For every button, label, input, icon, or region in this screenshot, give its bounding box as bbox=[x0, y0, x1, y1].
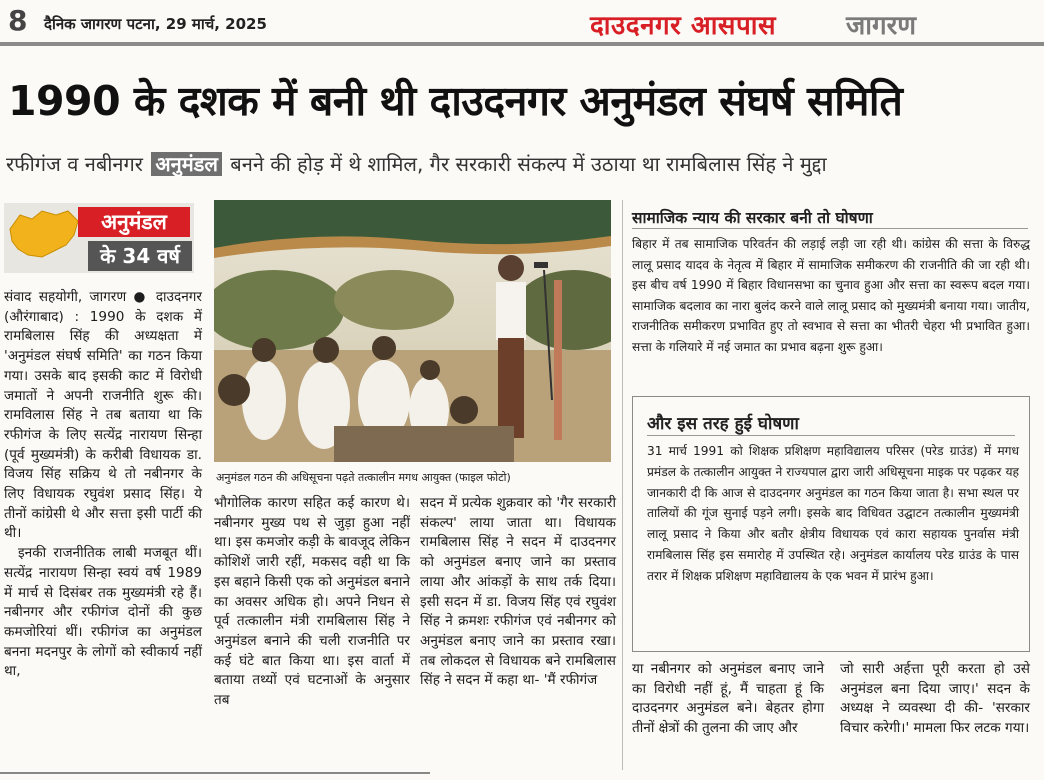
paragraph: या नबीनगर को अनुमंडल बनाए जाने का विरोधी नहीं हूं, मैं चाहता हूं कि दाउदनगर अनुमंडल बने। बेहतर होगा तीनों क्षेत्रों की तुलना की जाए और bbox=[632, 661, 824, 737]
page-number: 8 bbox=[8, 4, 28, 37]
side-article-title: सामाजिक न्याय की सरकार बनी तो घोषणा bbox=[632, 209, 873, 227]
side-article-body: बिहार में तब सामाजिक परिवर्तन की लड़ाई लड़ी जा रही थी। कांग्रेस की सत्ता के विरुद्ध लालू प्रसाद यादव के नेतृत्व में बिहार में सामाजिक समीकरण की राजनीति की जा रही थी। इस बीच वर्ष 1990 में बिहार विधानसभा का चुनाव हुआ और सत्ता का स्वरूप बदल गया। सामाजिक बदलाव का नारा बुलंद करने वाले लालू प्रसाद को मुख्यमंत्री बनाया गया। जातीय, राजनीतिक समीकरण प्रभावित हुए तो स्वभाव से सत्ता का भीतरी चेहरा भी प्रभावित हुआ। सत्ता के गलियारे में नई जमात का प्रभाव बढ़ना शुरू हुआ। bbox=[632, 237, 1030, 354]
subheadline bbox=[6, 150, 1042, 177]
badge-line1: अनुमंडल bbox=[78, 207, 190, 237]
article-column-5 bbox=[840, 660, 1030, 739]
photo-caption: अनुमंडल गठन की अधिसूचना पढ़ते तत्कालीन मगध आयुक्त (फाइल फोटो) bbox=[216, 471, 511, 484]
headline: 1990 के दशक में बनी थी दाउदनगर अनुमंडल संघर्ष समिति bbox=[8, 77, 903, 125]
header-rule bbox=[0, 42, 1044, 46]
article-column-2 bbox=[214, 494, 410, 711]
news-photo bbox=[214, 200, 611, 462]
subhead-post: बनने की होड़ में थे शामिल, गैर सरकारी संकल्प में उठाया था रामबिलास सिंह ने मुद्दा bbox=[230, 152, 827, 176]
article-column-3 bbox=[420, 494, 616, 691]
bottom-rule bbox=[0, 772, 430, 774]
paragraph: संवाद सहयोगी, जागरण ● दाउदनगर (औरंगाबाद) : 1990 के दशक में रामबिलास सिंह की अध्यक्षता में 'अनुमंडल संघर्ष समिति' का गठन किया गया। उसके बाद इसकी काट में विरोधी जमातों ने अपनी राजनीति शुरू की। रामविलास सिंह ने तब बताया था कि रफीगंज के लिए सत्येंद्र नारायण सिन्हा (पूर्व मुख्यमंत्री) के करीबी विधायक डा. विजय सिंह सक्रिय थे तो नबीनगर के लिए विधायक रघुवंश प्रसाद सिंह। ये तीनों कांग्रेसी थे और सत्ता इसी पार्टी की थी। bbox=[4, 289, 202, 542]
divider bbox=[647, 435, 1015, 436]
bihar-map-icon bbox=[6, 205, 82, 265]
info-box-title: और इस तरह हुई घोषणा bbox=[647, 414, 799, 434]
info-box-body: 31 मार्च 1991 को शिक्षक प्रशिक्षण महाविद्यालय परिसर (परेड ग्राउंड) में मगध प्रमंडल के तत्कालीन आयुक्त ने राज्यपाल द्वारा जारी अधिसूचना माइक पर पढ़कर यह जानकारी दी कि आज से दाउदनगर अनुमंडल का गठन किया जाता है। सभा स्थल पर तालियों की गूंज सुनाई पड़ने लगी। इसके बाद विधिवत उद्घाटन तत्कालीन मुख्यमंत्री लालू प्रसाद ने किया और बतौर क्षेत्रीय विधायक एवं कारा सहायक पुनर्वास मंत्री रामबिलास सिंह इस समारोह में उपस्थित रहे। अनुमंडल कार्यालय परेड ग्राउंड के पास तरार में शिक्षक प्रशिक्षण महाविद्यालय के एक भवन में प्रारंभ हुआ। bbox=[647, 444, 1019, 583]
series-badge bbox=[4, 203, 194, 273]
paragraph: जो सारी अर्हत्ता पूरी करता हो उसे अनुमंडल बना दिया जाए।' सदन के अध्यक्ष ने व्यवस्था दी की- 'सरकार विचार करेगी।' मामला फिर लटक गया। bbox=[840, 661, 1030, 737]
brand-logo-text: जागरण bbox=[846, 11, 917, 41]
article-column-4 bbox=[632, 660, 824, 739]
paper-dateline: दैनिक जागरण पटना, 29 मार्च, 2025 bbox=[44, 15, 267, 33]
info-box bbox=[632, 396, 1030, 652]
article-column-1 bbox=[4, 288, 202, 682]
divider bbox=[632, 228, 1028, 229]
photo-illustration bbox=[214, 200, 611, 462]
column-separator bbox=[622, 200, 623, 770]
paragraph: इनकी राजनीतिक लाबी मजबूत थीं। सत्येंद्र नारायण सिन्हा स्वयं वर्ष 1989 में मार्च से दिसंबर तक मुख्यमंत्री रहे हैं। नबीनगर और रफीगंज दोनों की कुछ कमजोरियां थीं। रफीगंज का अनुमंडल बनना मदनपुर के लोगों को स्वीकार्य नहीं था, bbox=[4, 545, 202, 680]
section-title: दाउदनगर आसपास bbox=[590, 11, 777, 41]
paragraph: भौगोलिक कारण सहित कई कारण थे। नबीनगर मुख्य पथ से जुड़ा हुआ नहीं था। इस कमजोर कड़ी के बावजूद लेकिन कोशिशें जारी रहीं, मकसद वही था कि इस बहाने किसी एक को अनुमंडल बनाने का अवसर अधिक हो। अपने निधन से पूर्व तत्कालीन मंत्री रामबिलास सिंह ने अनुमंडल बनाने की चली राजनीति पर कई घंटे बात किया था। इस वार्ता में बताया तथ्यों एवं घटनाओं के अनुसार तब bbox=[214, 495, 410, 709]
badge-line2: के 34 वर्ष bbox=[88, 241, 192, 271]
page-header bbox=[0, 0, 1044, 46]
paragraph: सदन में प्रत्येक शुक्रवार को 'गैर सरकारी संकल्प' लाया जाता था। विधायक रामबिलास सिंह ने सदन में दाउदनगर को अनुमंडल बनाए जाने का प्रस्ताव लाया और आंकड़ों के साथ तर्क दिया। इसी सदन में डा. विजय सिंह एवं रघुवंश सिंह ने क्रमशः रफीगंज एवं नबीनगर को अनुमंडल बनाए जाने का प्रस्ताव रखा। तब लोकदल से विधायक बने रामबिलास सिंह ने सदन में कहा था- 'मैं रफीगंज bbox=[420, 495, 616, 689]
subhead-tag: अनुमंडल bbox=[151, 152, 222, 176]
subhead-pre: रफीगंज व नबीनगर bbox=[6, 152, 143, 176]
